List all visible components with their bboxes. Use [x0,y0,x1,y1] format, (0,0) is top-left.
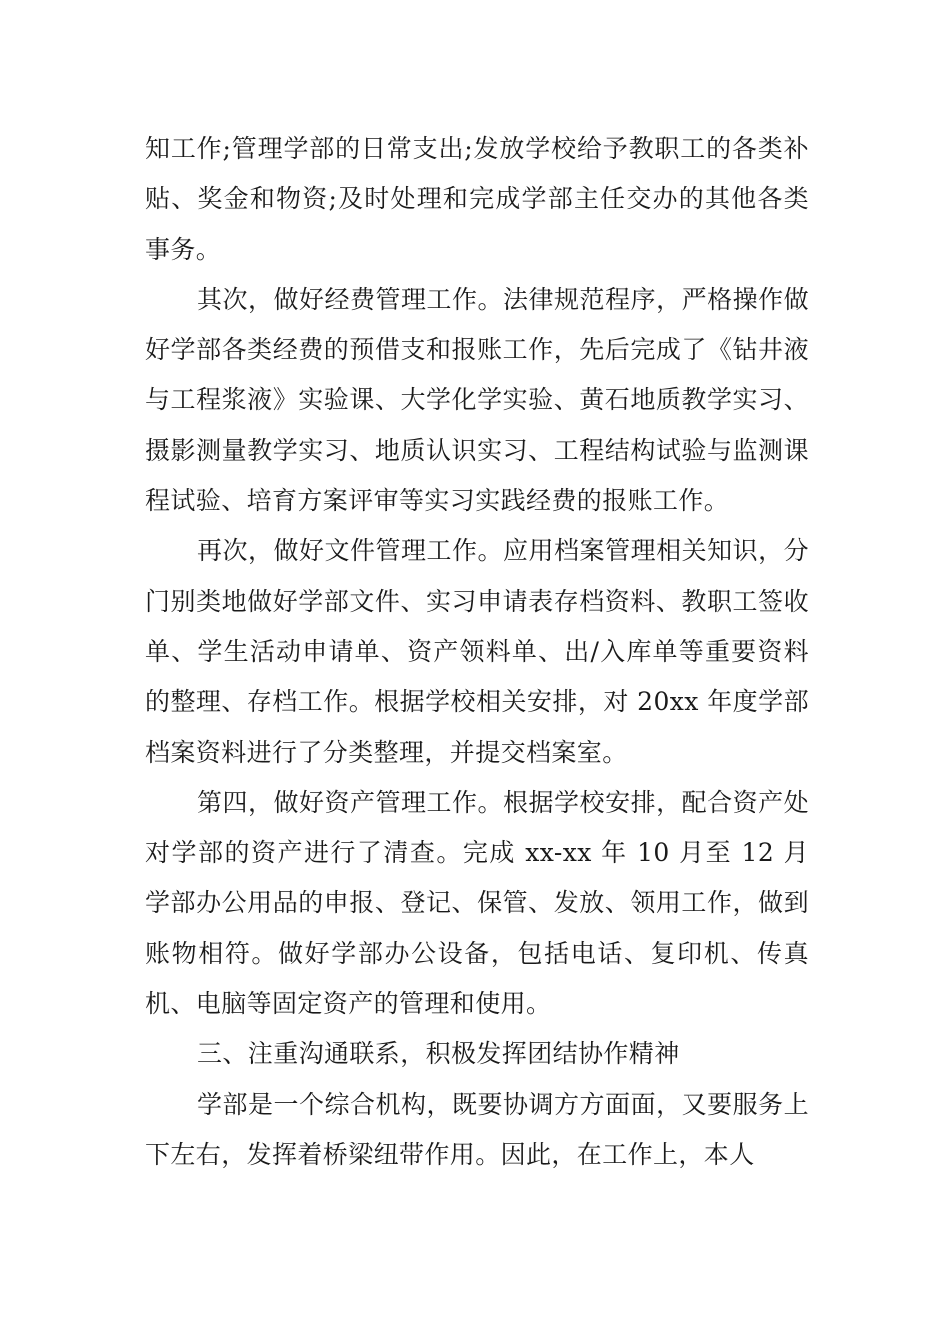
paragraph-coordination: 学部是一个综合机构，既要协调方方面面，又要服务上下左右，发挥着桥梁纽带作用。因此，在工作上，本人 [145,1089,809,1169]
paragraph-continuation: 知工作;管理学部的日常支出;发放学校给予教职工的各类补贴、奖金和物资;及时处理和完成学部主任交办的其他各类事务。 [145,134,809,264]
paragraph-asset-management: 第四，做好资产管理工作。根据学校安排，配合资产处对学部的资产进行了清查。完成 xx-xx 年 10 月至 12 月学部办公用品的申报、登记、保管、发放、领用工作，做到账物相符。做好学部办公设备，包括电话、复印机、传真机、电脑等固定资产的管理和使用。 [145,787,809,1019]
document-body [145,124,809,1180]
section-heading-communication: 三、注重沟通联系，积极发挥团结协作精神 [197,1039,680,1069]
paragraph-file-management: 再次，做好文件管理工作。应用档案管理相关知识，分门别类地做好学部文件、实习申请表存档资料、教职工签收单、学生活动申请单、资产领料单、出/入库单等重要资料的整理、存档工作。根据学校相关安排，对 20xx 年度学部档案资料进行了分类整理，并提交档案室。 [145,536,809,767]
paragraph-funding-management: 其次，做好经费管理工作。法律规范程序，严格操作做好学部各类经费的预借支和报账工作，先后完成了《钻井液与工程浆液》实验课、大学化学实验、黄石地质教学实习、摄影测量教学实习、地质认识实习、工程结构试验与监测课程试验、培育方案评审等实习实践经费的报账工作。 [145,284,809,516]
